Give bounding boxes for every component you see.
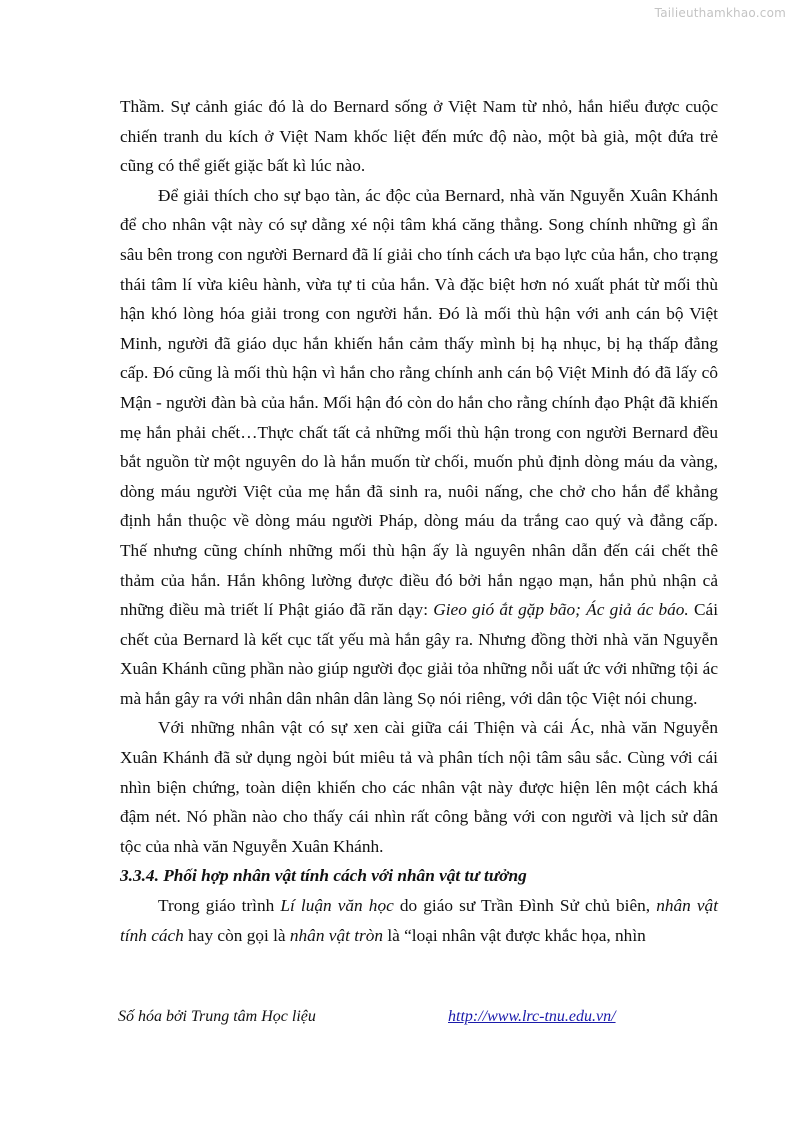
footer-source-label: Số hóa bởi Trung tâm Học liệu [118, 1008, 316, 1025]
paragraph-4-text-b: do giáo sư Trần Đình Sử chủ biên, [393, 896, 657, 916]
section-heading: 3.3.4. Phối hợp nhân vật tính cách với nhân vật tư tưởng [120, 866, 527, 886]
paragraph-2-text-b: Cái chết của Bernard là kết cục tất yếu mà hắn gây ra. Nhưng đồng thời nhà văn Nguyễn Xuân Khánh cũng phần nào giúp người đọc giải tỏa những nỗi uất ức với những tội ác mà hắn gây ra với nhân dân nhân dân làng Sọ nói riêng, với dân tộc Việt nói chung. [120, 600, 719, 708]
paragraph-2-quote: Gieo gió ắt gặp bão; Ác giả ác báo. [433, 600, 689, 620]
paragraph-2-text-a: Để giải thích cho sự bạo tàn, ác độc của Bernard, nhà văn Nguyễn Xuân Khánh để cho nhân vật này có sự dằng xé nội tâm khá căng thẳng. Song chính những gì ẩn sâu bên trong con người Bernard đã lí giải cho tính cách ưa bạo lực của hắn, cho trạng thái tâm lí vừa kiêu hành, vừa tự ti của hắn. Và đặc biệt hơn nó xuất phát từ mối thù hận khó lòng hóa giải trong con người hắn. Đó là mối thù hận với anh cán bộ Việt Minh, người đã giáo dục hắn khiến hắn cảm thấy mình bị hạ nhục, bị hạ thấp đẳng cấp. Đó cũng là mối thù hận vì hắn cho rằng chính anh cán bộ Việt Minh đó đã lấy cô Mận - người đàn bà của hắn. Mối hận đó còn do hắn cho rằng chính đạo Phật đã khiến mẹ hắn phải chết…Thực chất tất cả những mối thù hận trong con người Bernard đều bắt nguồn từ một nguyên do là hắn muốn từ chối, muốn phủ định dòng máu da vàng, dòng máu người Việt của mẹ hắn đã sinh ra, nuôi nấng, che chở cho hắn để khẳng định hắn thuộc về dòng máu người Pháp, dòng máu da trắng cao quý và đẳng cấp. Thế nhưng cũng chính những mối thù hận ấy là nguyên nhân dẫn đến cái chết thê thảm của hắn. Hắn không lường được điều đó bởi hắn ngạo mạn, hắn phủ nhận cả những điều mà triết lí Phật giáo đã răn dạy: [120, 185, 718, 620]
paragraph-4-text-d: là “loại nhân vật được khắc họa, nhìn [383, 925, 646, 945]
paragraph-4-text-c: hay còn gọi là [183, 925, 290, 945]
footer-link[interactable]: http://www.lrc-tnu.edu.vn/ [448, 1008, 616, 1025]
paragraph-4-italic-2: nhân vật tính cách [120, 896, 718, 945]
paragraph-3: Với những nhân vật có sự xen cài giữa cái Thiện và cái Ác, nhà văn Nguyễn Xuân Khánh đã sử dụng ngòi bút miêu tả và phân tích nội tâm sâu sắc. Cùng với cái nhìn biện chứng, toàn diện khiến cho các nhân vật này được hiện lên một cách khá đậm nét. Nó phần nào cho thấy cái nhìn rất công bằng với con người và lịch sử dân tộc của nhà văn Nguyễn Xuân Khánh. [120, 718, 718, 856]
paragraph-4 [120, 891, 718, 950]
paragraph-2 [120, 181, 718, 714]
paragraph-4-italic-1: Lí luận văn học [280, 896, 394, 916]
paragraph-4-italic-3: nhân vật tròn [289, 925, 384, 945]
document-body [120, 92, 718, 950]
paragraph-1: Thầm. Sự cảnh giác đó là do Bernard sống ở Việt Nam từ nhỏ, hắn hiểu được cuộc chiến tranh du kích ở Việt Nam khốc liệt đến mức độ nào, một bà già, một đứa trẻ cũng có thể giết giặc bất kì lúc nào. [120, 97, 718, 176]
paragraph-4-text-a: Trong giáo trình [158, 896, 281, 916]
watermark: Tailieuthamkhao.com [654, 6, 786, 20]
